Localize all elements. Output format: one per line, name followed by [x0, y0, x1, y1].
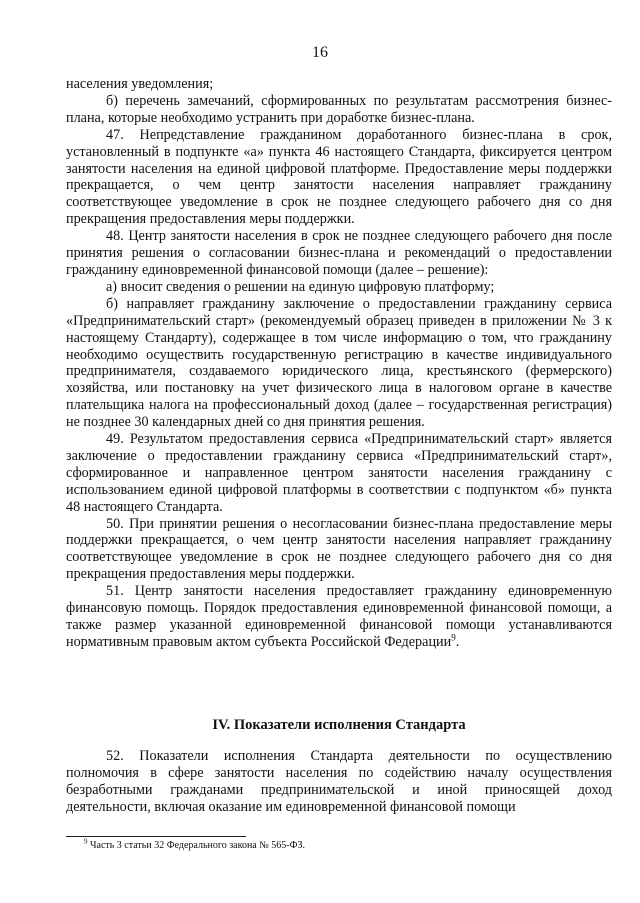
paragraph-50: 50. При принятии решения о несогласовании бизнес-плана предоставление меры поддержки прекращается, о чем центр занятости населения направляет гражданину соответствующее уведомление в срок не позднее следующего рабочего дня со дня прекращения предоставления меры поддержки.: [66, 515, 612, 583]
footnote-divider: [66, 836, 246, 837]
paragraph-46b: б) перечень замечаний, сформированных по результатам рассмотрения бизнес- плана, которые необходимо устранить при доработке бизнес-плана.: [66, 92, 612, 126]
paragraph-52: 52. Показатели исполнения Стандарта деятельности по осуществлению полномочия в сфере занятости населения по содействию началу осуществления безработными гражданами предпринимательской и иной приносящей доход деятельности, включая оказание им единовременной финансовой помощи: [66, 748, 612, 815]
paragraph-51: 51. Центр занятости населения предоставляет гражданину единовременную финансовую помощь. Порядок предоставления единовременной финансовой помощи, а также размер указанной единовременной финансовой помощи устанавливаются нормативным правовым актом субъекта Российской Федерации$^9$.: [66, 583, 612, 650]
paragraph-48b: б) направляет гражданину заключение о предоставлении гражданину сервиса «Предпринимательский старт» (рекомендуемый образец приведен в приложении № 3 к настоящему Стандарту), содержащее в том числе информацию о том, что гражданину необходимо осуществить государственную регистрацию в качестве индивидуального предпринимателя, создаваемого юридического лица, крестьянского (фермерского) хозяйства, или постановку на учет физического лица в налоговом органе в качестве плательщика налога на профессиональный доход (далее – государственная регистрация) не позднее 30 календарных дней со дня принятия решения.: [66, 295, 612, 431]
paragraph-47: 47. Непредставление гражданином доработанного бизнес-плана в срок, установленный в подпункте «а» пункта 46 настоящего Стандарта, фиксируется центром занятости населения на единой цифровой платформе. Предоставление меры поддержки прекращается, о чем центр занятости населения направляет гражданину соответствующее уведомление в срок не позднее следующего рабочего дня со дня прекращения предоставления меры поддержки.: [66, 126, 612, 228]
section-heading: IV. Показатели исполнения Стандарта: [212, 717, 466, 733]
paragraph-48a: а) вносит сведения о решении на единую цифровую платформу;: [106, 278, 495, 295]
footnote-number: 9: [84, 837, 88, 846]
paragraph-48: 48. Центр занятости населения в срок не позднее следующего рабочего дня после принятия решения о согласовании бизнес-плана и рекомендаций о предоставлении гражданину единовременной финансовой помощи (далее – решение):: [66, 228, 612, 278]
page-number: 16: [312, 44, 328, 61]
paragraph-49: 49. Результатом предоставления сервиса «Предпринимательский старт» является заключение о предоставлении гражданину сервиса «Предпринимательский старт», сформированное и направленное центром занятости населения гражданину с использованием единой цифровой платформы в соответствии с подпунктом «б» пункта 48 настоящего Стандарта.: [66, 431, 612, 515]
paragraph-51-text: 51. Центр занятости населения предоставляет гражданину единовременную финансовую помощь. Порядок предоставления единовременной финансовой помощи, а также размер указанной единовременной финансовой помощи устанавливаются нормативным правовым актом субъекта Российской Федерации: [66, 583, 612, 650]
document-body-section-4: [66, 748, 612, 816]
document-body: [66, 76, 612, 651]
footnote-reference[interactable]: 9: [451, 632, 456, 643]
paragraph-continuation: населения уведомления;: [66, 76, 214, 92]
footnote: [84, 837, 306, 852]
footnote-text: Часть 3 статьи 32 Федерального закона № 565-ФЗ.: [90, 840, 306, 851]
